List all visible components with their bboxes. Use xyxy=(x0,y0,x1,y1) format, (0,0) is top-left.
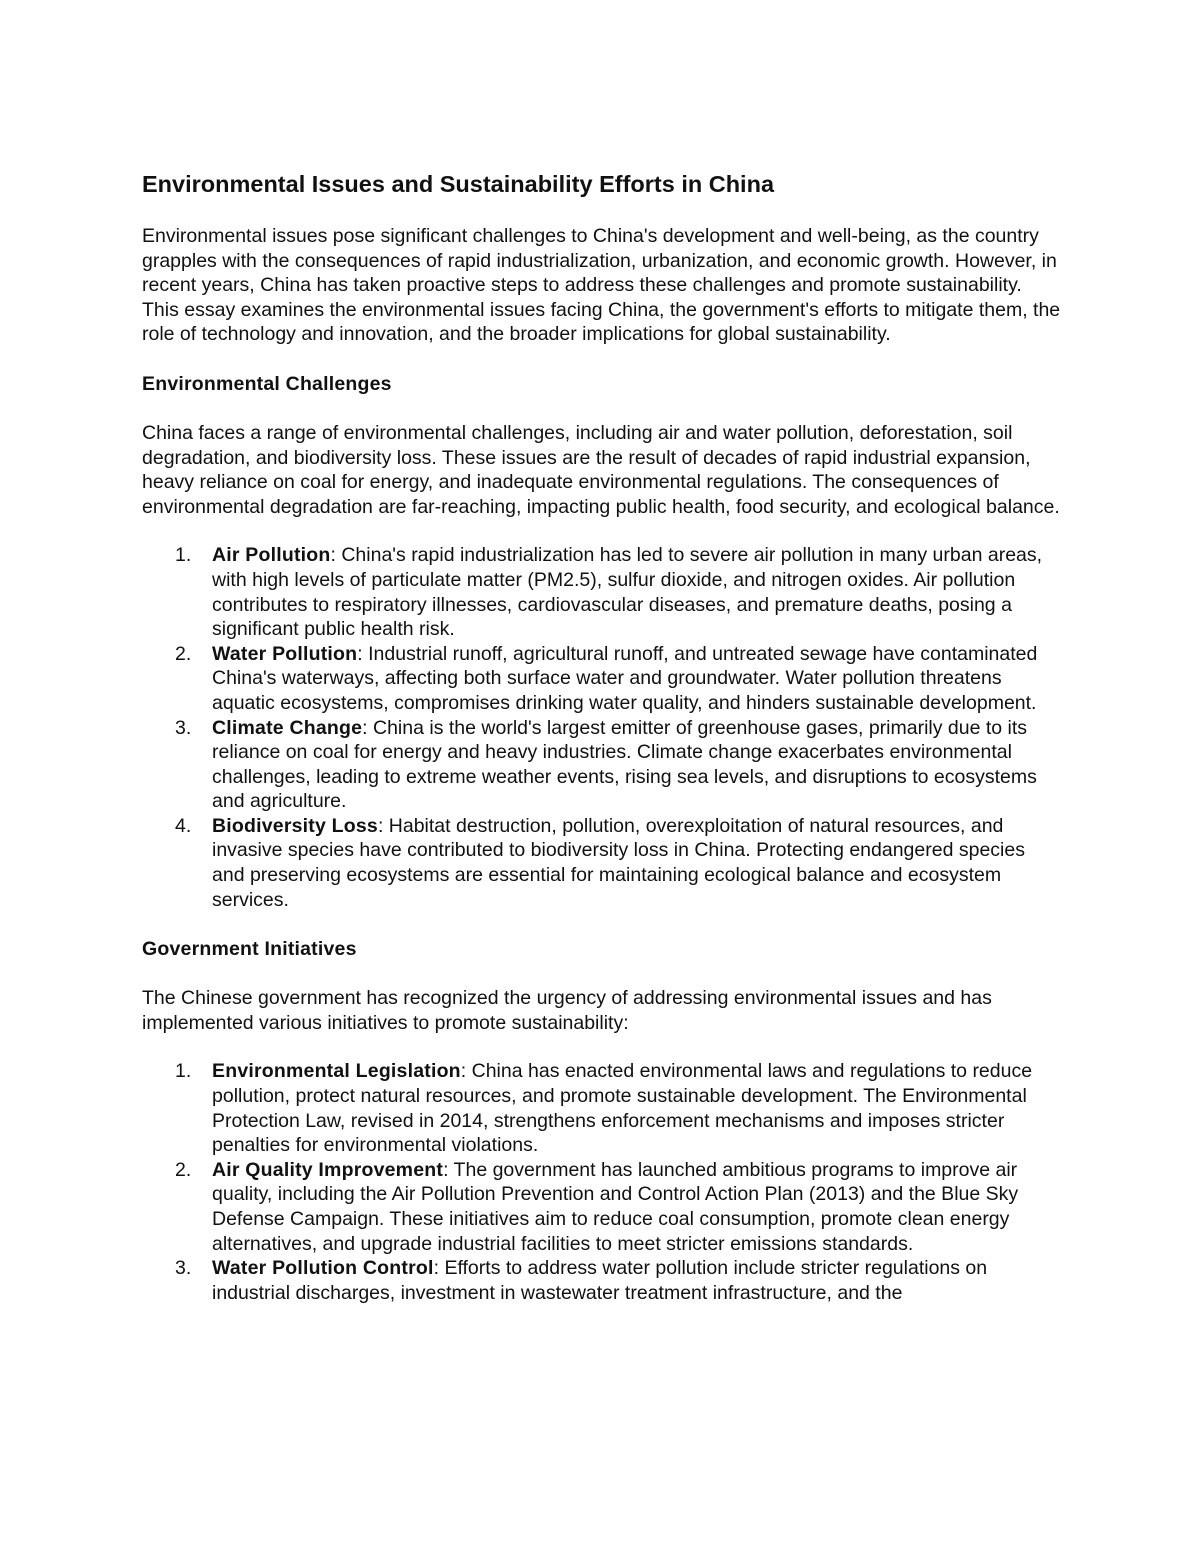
list-item-number: 2. xyxy=(175,642,192,665)
initiatives-list xyxy=(142,1059,1062,1305)
list-item-text: : Efforts to address water pollution include stricter regulations on industrial discharges, investment in wastewater treatment infrastructure, and the xyxy=(212,1257,988,1304)
document-page xyxy=(142,168,1062,1329)
list-item-term: Air Pollution xyxy=(212,544,331,567)
list-item-number: 1. xyxy=(175,544,192,567)
list-item-text: : Industrial runoff, agricultural runoff, and untreated sewage have contaminated China's waterways, affecting both surface water and groundwater. Water pollution threatens aquatic ecosystems, compromises drinking water quality, and hinders sustainable development. xyxy=(212,642,1038,714)
list-item-number: 1. xyxy=(175,1060,192,1083)
section-paragraph-environmental-challenges: China faces a range of environmental challenges, including air and water pollution, deforestation, soil degradation, and biodiversity loss. These issues are the result of decades of rapid industrial expansion, heavy reliance on coal for energy, and inadequate environmental regulations. The consequences of environmental degradation are far-reaching, impacting public health, food security, and ecological balance. xyxy=(142,421,1060,518)
list-item-number: 2. xyxy=(175,1158,192,1181)
challenges-list xyxy=(142,543,1062,912)
list-item-number: 4. xyxy=(175,814,192,837)
list-item-term: Environmental Legislation xyxy=(212,1060,461,1083)
list-item-term: Biodiversity Loss xyxy=(212,814,378,837)
list-item-text: : China is the world's largest emitter of greenhouse gases, primarily due to its reliance on coal for energy and heavy industries. Climate change exacerbates environmental challenges, leading to extreme weather events, rising sea levels, and disruptions to ecosystems and agriculture. xyxy=(212,716,1037,813)
list-item-text: : China's rapid industrialization has led to severe air pollution in many urban areas, with high levels of particulate matter (PM2.5), sulfur dioxide, and nitrogen oxides. Air pollution contributes to respiratory illnesses, cardiovascular diseases, and premature deaths, posing a significant public health risk. xyxy=(212,544,1043,641)
list-item xyxy=(142,1059,1062,1157)
list-item xyxy=(142,814,1062,912)
list-item xyxy=(142,1256,1062,1305)
list-item-term: Water Pollution xyxy=(212,642,358,665)
list-item xyxy=(142,716,1062,814)
list-item-term: Air Quality Improvement xyxy=(212,1158,444,1181)
list-item-term: Water Pollution Control xyxy=(212,1257,434,1280)
list-item-text: : The government has launched ambitious programs to improve air quality, including the Air Pollution Prevention and Control Action Plan (2013) and the Blue Sky Defense Campaign. These initiatives aim to reduce coal consumption, promote clean energy alternatives, and upgrade industrial facilities to meet stricter emissions standards. xyxy=(212,1158,1019,1255)
list-item xyxy=(142,1158,1062,1256)
list-item-number: 3. xyxy=(175,716,192,739)
document-title: Environmental Issues and Sustainability Efforts in China xyxy=(142,171,775,197)
list-item-text: : Habitat destruction, pollution, overexploitation of natural resources, and invasive species have contributed to biodiversity loss in China. Protecting endangered species and preserving ecosystems are essential for maintaining ecological balance and ecosystem services. xyxy=(212,814,1025,911)
section-paragraph-government-initiatives: The Chinese government has recognized the urgency of addressing environmental issues and has implemented various initiatives to promote sustainability: xyxy=(142,987,992,1034)
list-item-term: Climate Change xyxy=(212,716,363,739)
list-item xyxy=(142,543,1062,641)
list-item-number: 3. xyxy=(175,1257,192,1280)
list-item-text: : China has enacted environmental laws and regulations to reduce pollution, protect natural resources, and promote sustainable development. The Environmental Protection Law, revised in 2014, strengthens enforcement mechanisms and imposes stricter penalties for environmental violations. xyxy=(212,1060,1033,1157)
section-heading-environmental-challenges: Environmental Challenges xyxy=(142,372,392,395)
intro-paragraph: Environmental issues pose significant challenges to China's development and well-being, as the country grapples with the consequences of rapid industrialization, urbanization, and economic growth. However, in recent years, China has taken proactive steps to address these challenges and promote sustainability. This essay examines the environmental issues facing China, the government's efforts to mitigate them, the role of technology and innovation, and the broader implications for global sustainability. xyxy=(142,225,1061,346)
list-item xyxy=(142,642,1062,716)
section-heading-government-initiatives: Government Initiatives xyxy=(142,938,357,961)
